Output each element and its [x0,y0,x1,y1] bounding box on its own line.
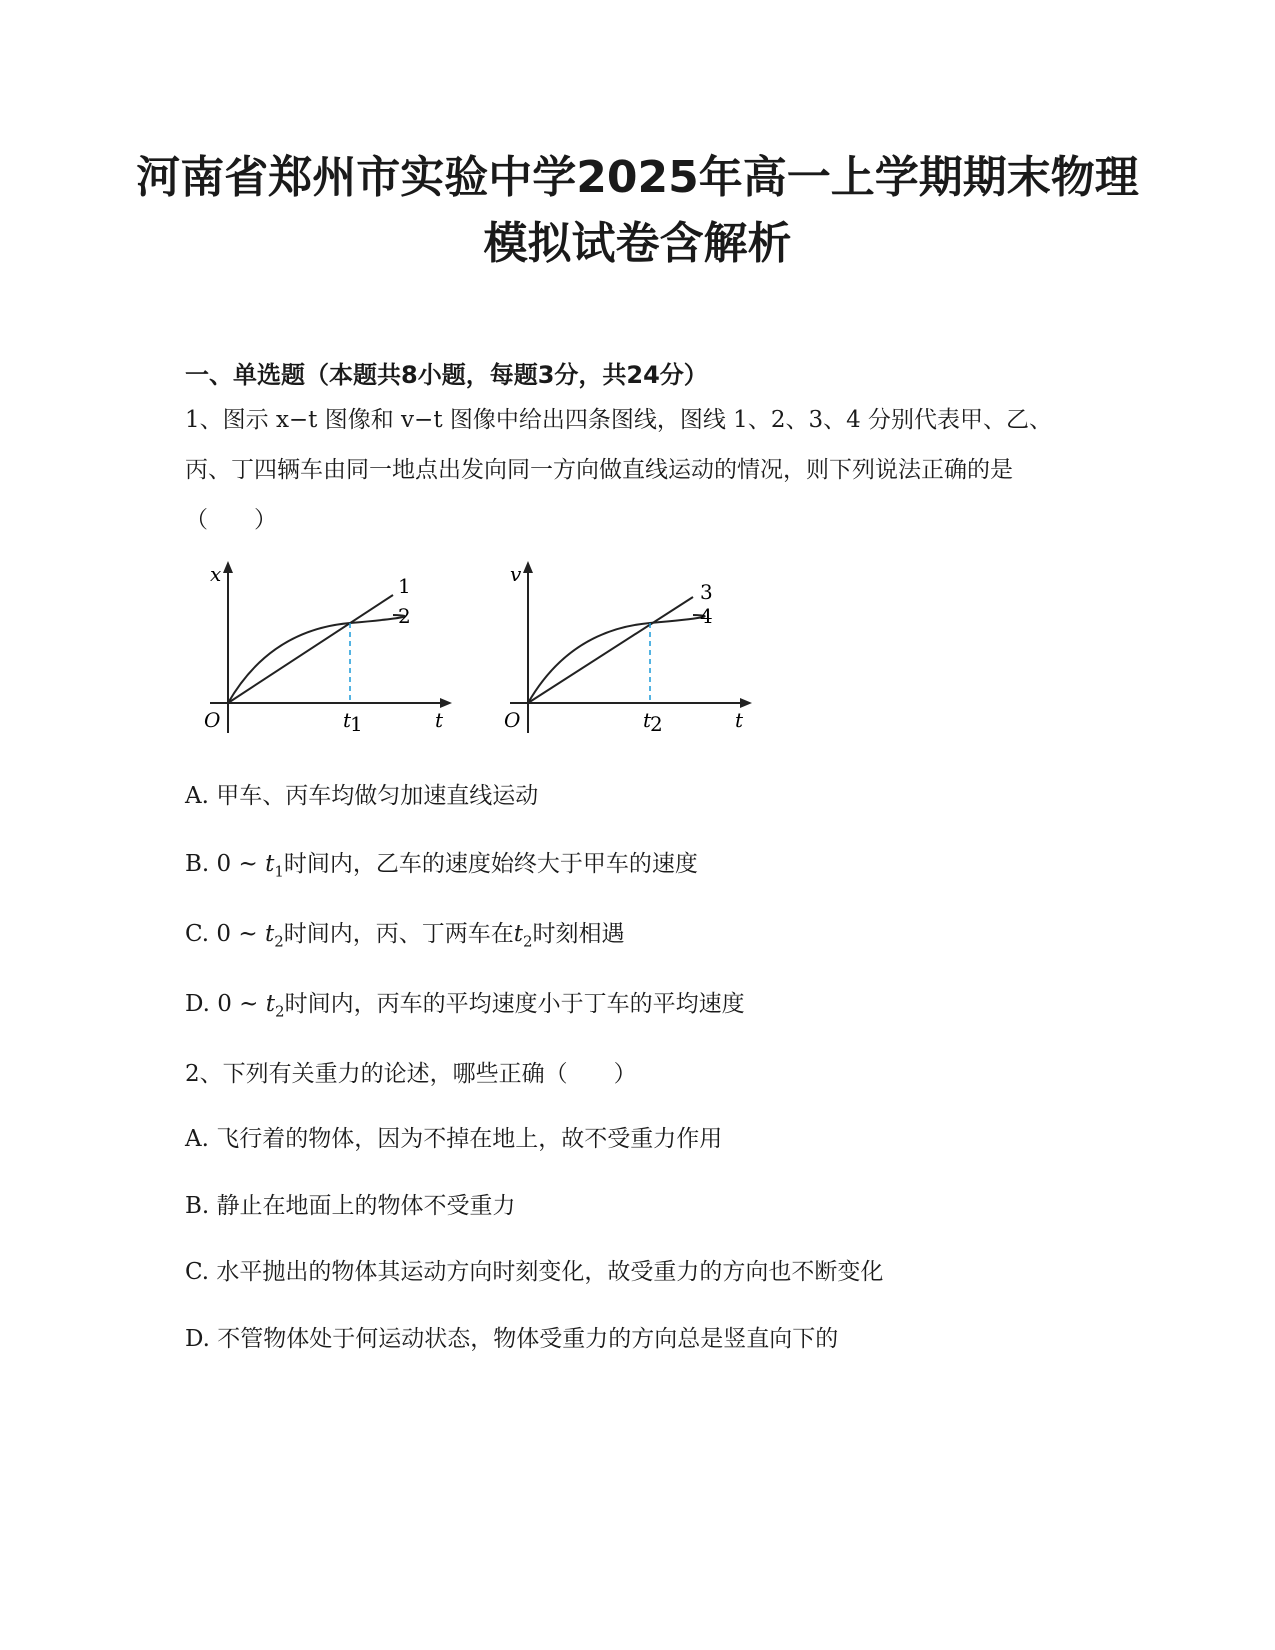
page-title: 河南省郑州市实验中学2025年高一上学期期末物理模拟试卷含解析 [136,152,1139,269]
q1-option-c [185,915,625,951]
option-d-prefix: D. 0 ~ [185,991,266,1017]
option-c-sub: 2 [274,932,284,951]
option-d-var: t [265,991,276,1017]
line-1 [228,595,393,703]
y-axis-label: x [210,562,222,586]
section-heading: 一、单选题（本题共8小题，每题3分，共24分） [185,361,708,389]
t1-label: t [343,708,352,732]
line-3 [528,597,693,703]
t2-label: t [643,708,652,732]
option-c-prefix: C. 0 ~ [185,921,265,947]
y-axis-label: v [510,562,522,586]
q2-option-b: B. 静止在地面上的物体不受重力 [185,1193,516,1219]
q1-option-d [185,985,745,1021]
y-axis-arrow [223,561,233,573]
option-d-suffix: 时间内，丙车的平均速度小于丁车的平均速度 [284,991,745,1017]
line-2-label: 2 [398,604,411,628]
option-c-sub2: 2 [522,932,533,951]
option-b-suffix: 时间内，乙车的速度始终大于甲车的速度 [283,851,698,877]
option-b-prefix: B. 0 ~ [185,851,266,877]
line-2 [228,615,405,703]
option-c-var: t [264,921,275,947]
x-axis-label: t [435,708,444,732]
option-b-sub: 1 [274,862,284,881]
y-axis-arrow [523,561,533,573]
option-b-var: t [265,851,275,877]
line-4-label: 4 [700,604,713,628]
option-c-mid: 时间内，丙、丁两车在 [283,921,514,947]
origin-label: O [504,708,521,732]
q2-option-c: C. 水平抛出的物体其运动方向时刻变化，故受重力的方向也不断变化 [185,1259,884,1285]
xt-graph [190,555,460,749]
q2-option-d: D. 不管物体处于何运动状态，物体受重力的方向总是竖直向下的 [185,1326,839,1352]
t1-sub-label: 1 [350,712,363,736]
vt-graph [490,555,760,749]
option-d-sub: 2 [275,1002,285,1021]
x-axis-label: t [735,708,744,732]
question-2-text: 2、下列有关重力的论述，哪些正确（ ） [185,1061,637,1087]
question-1-text: 1、图示 x−t 图像和 v−t 图像中给出四条图线，图线 1、2、3、4 分别代表甲、乙、丙、丁四辆车由同一地点出发向同一方向做直线运动的情况，则下列说法正确的是（ ） [185,407,1053,533]
option-c-var2: t [513,921,523,947]
origin-label: O [204,708,221,732]
q1-option-a: A. 甲车、丙车均做匀加速直线运动 [185,783,539,809]
x-axis-arrow [440,698,452,708]
option-c-suffix: 时刻相遇 [532,921,625,947]
q1-option-b [185,845,698,881]
t2-sub-label: 2 [650,712,663,736]
x-axis-arrow [740,698,752,708]
line-4 [528,615,705,703]
q2-option-a: A. 飞行着的物体，因为不掉在地上，故不受重力作用 [185,1126,723,1152]
line-1-label: 1 [398,574,411,598]
line-3-label: 3 [700,580,713,604]
